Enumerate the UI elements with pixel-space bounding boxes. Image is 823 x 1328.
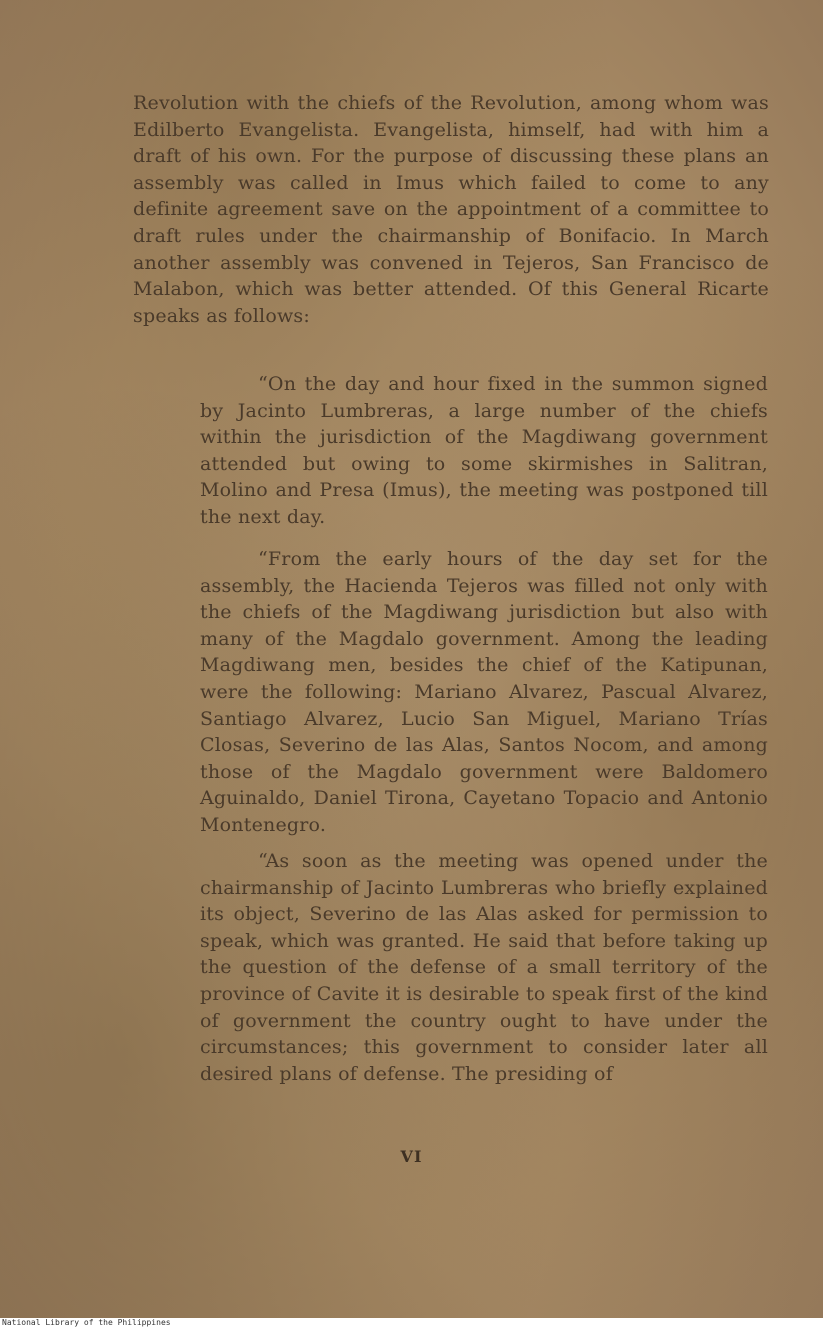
quote-paragraph-3: “As soon as the meeting was opened under the chairmanship of Jacinto Lumbreras who briefly explained its object, Severino de las Alas asked for permission to speak, which was granted. He said that before taking up the question of the defense of a small territory of the province of Cavite it is desirable to speak first of the kind of government the country ought to have under the circumstances; this government to consider later all desired plans of defense. The presiding of bbox=[200, 850, 768, 1085]
footer-credit: National Library of the Philippines bbox=[2, 1318, 171, 1327]
intro-paragraph: Revolution with the chiefs of the Revolution, among whom was Edilberto Evangelista. Evangelista, himself, had with him a draft of his own. For the purpose of discussing these plans an assembly was called in Imus which failed to come to any definite agreement save on the appointment of a committee to draft rules under the chairmanship of Bonifacio. In March another assembly was convened in Tejeros, San Francisco de Malabon, which was better attended. Of this General Ricarte speaks as follows: bbox=[133, 92, 769, 327]
quote-paragraph-1: “On the day and hour fixed in the summon signed by Jacinto Lumbreras, a large number of the chiefs within the jurisdiction of the Magdiwang government attended but owing to some skirmishes in Salitran, Molino and Presa (Imus), the meeting was postponed till the next day. bbox=[200, 373, 768, 528]
quote-paragraph-2: “From the early hours of the day set for the assembly, the Hacienda Tejeros was filled not only with the chiefs of the Magdiwang jurisdiction but also with many of the Magdalo government. Among the leading Magdiwang men, besides the chief of the Katipunan, were the following: Mariano Alvarez, Pascual Alvarez, Santiago Alvarez, Lucio San Miguel, Mariano Trías Closas, Severino de las Alas, Santos Nocom, and among those of the Magdalo government were Baldomero Aguinaldo, Daniel Tirona, Cayetano Topacio and Antonio Montenegro. bbox=[200, 548, 768, 836]
page-number: VI bbox=[400, 1147, 423, 1166]
